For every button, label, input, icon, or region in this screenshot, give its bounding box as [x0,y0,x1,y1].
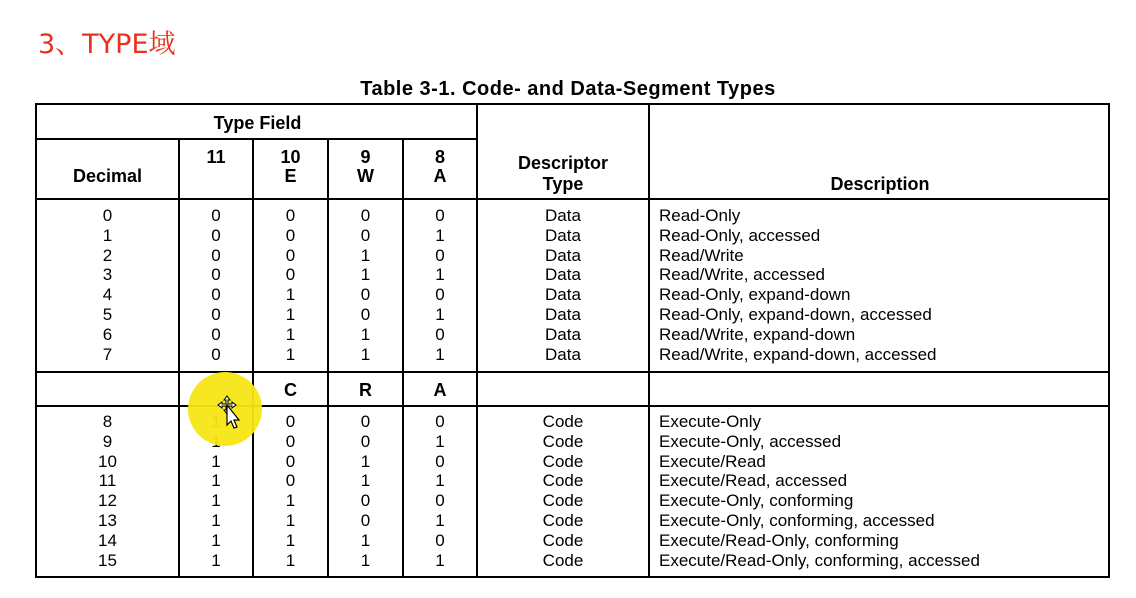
bit8-cell: 1 [435,471,445,491]
bit8-cell: 1 [435,431,445,451]
bit10-cell: 1 [285,324,296,344]
bit10-cell: 0 [285,225,296,245]
bit11-header: 11 [206,147,226,167]
descriptor-type-cell: Code [542,491,584,511]
decimal-cell: 0 [102,206,113,225]
bit9-cell: 1 [360,245,371,265]
bit8-cell: 0 [435,491,445,511]
decimal-cell: 10 [98,451,117,471]
descriptor-type-cell: Data [545,206,581,225]
bit11-cell: 0 [211,305,221,324]
bit9-cell: 0 [360,305,371,324]
decimal-cell: 11 [98,471,117,491]
bit10-cell: 0 [285,245,296,265]
descriptor-type-header-line2: Type [542,174,584,194]
bit8-header: 8 [434,147,445,167]
decimal-cell: 2 [102,245,113,265]
description-cell: Read-Only [659,206,741,225]
description-cell: Read-Only, accessed [659,225,821,245]
bit8-cell: 0 [435,324,445,344]
grid-line [37,138,478,140]
bit11-cell: 1 [211,511,221,530]
bit10-cell: 1 [285,550,296,570]
type-field-header: Type Field [213,113,302,133]
decimal-cell: 7 [102,344,113,364]
descriptor-type-cell: Data [545,245,581,265]
bit9-cell: 0 [360,431,371,451]
decimal-cell: 9 [102,431,113,451]
bit11-cell: 0 [211,225,221,245]
bit9-cell: 1 [360,451,371,471]
description-cell: Read-Only, expand-down [659,285,851,305]
bit9-cell: 0 [360,285,371,305]
descriptor-type-cell: Data [545,225,581,245]
bit11-cell: 0 [211,206,221,225]
bit11-cell: 1 [211,451,221,471]
description-cell: Execute-Only, conforming [659,491,854,511]
bit9-cell: 1 [360,344,371,364]
bit9-cell: 0 [360,225,371,245]
bit8-letter: A [433,166,447,186]
bit8-cell: 0 [435,285,445,305]
decimal-cell: 1 [102,225,113,245]
bit9-cell: 0 [360,511,371,530]
descriptor-type-cell: Code [542,550,584,570]
decimal-cell: 5 [102,305,113,324]
descriptor-type-cell: Code [542,451,584,471]
bit10-cell: 1 [285,305,296,324]
bit8-cell: 1 [435,265,445,285]
bit9-cell: 1 [360,324,371,344]
descriptor-type-cell: Code [542,530,584,550]
bit9-cell: 1 [360,550,371,570]
bit9-cell: 0 [360,491,371,511]
description-cell: Execute-Only, conforming, accessed [659,511,935,530]
descriptor-type-cell: Data [545,305,581,324]
bit9-cell: 1 [360,471,371,491]
description-cell: Execute/Read-Only, conforming, accessed [659,550,980,570]
decimal-cell: 12 [98,491,117,511]
description-header: Description [830,174,930,194]
descriptor-type-cell: Data [545,285,581,305]
description-cell: Execute/Read [659,451,766,471]
descriptor-type-cell: Code [542,511,584,530]
description-cell: Read/Write [659,245,744,265]
bit8-cell: 1 [435,225,445,245]
segment-types-table [35,103,1110,578]
bit8-cell: 0 [435,412,445,431]
description-cell: Read/Write, expand-down [659,324,856,344]
description-cell: Execute-Only [659,412,762,431]
bit11-cell: 1 [211,471,221,491]
bit8-cell: 1 [435,305,445,324]
code-bit8-letter: A [433,380,447,400]
bit11-cell: 0 [211,344,221,364]
table-caption: Table 3-1. Code- and Data-Segment Types [360,78,776,100]
bit11-cell: 1 [211,491,221,511]
bit9-cell: 0 [360,206,371,225]
decimal-cell: 4 [102,285,113,305]
grid-line [37,198,1108,200]
bit10-cell: 1 [285,491,296,511]
bit11-cell: 0 [211,285,221,305]
bit11-cell: 1 [211,550,221,570]
grid-line [37,371,1108,373]
bit8-cell: 1 [435,550,445,570]
description-cell: Execute/Read-Only, conforming [659,530,899,550]
decimal-cell: 13 [98,511,117,530]
bit9-letter: W [357,166,374,186]
bit10-cell: 1 [285,511,296,530]
decimal-header: Decimal [72,166,143,186]
description-cell: Read/Write, accessed [659,265,825,285]
descriptor-type-cell: Code [542,431,584,451]
decimal-cell: 8 [102,412,113,431]
bit8-cell: 0 [435,530,445,550]
code-bit9-letter: R [359,380,372,400]
bit11-cell: 0 [211,245,221,265]
bit8-cell: 0 [435,451,445,471]
bit10-letter: E [284,166,297,186]
bit8-cell: 0 [435,206,445,225]
descriptor-type-cell: Data [545,344,581,364]
bit10-cell: 0 [285,206,296,225]
description-cell: Execute/Read, accessed [659,471,848,491]
descriptor-type-cell: Code [542,412,584,431]
bit10-cell: 0 [285,451,296,471]
description-cell: Execute-Only, accessed [659,431,842,451]
bit10-cell: 1 [285,285,296,305]
decimal-cell: 15 [98,550,117,570]
bit8-cell: 1 [435,344,445,364]
decimal-cell: 3 [102,265,113,285]
bit8-cell: 0 [435,245,445,265]
description-cell: Read-Only, expand-down, accessed [659,305,932,324]
decimal-cell: 6 [102,324,113,344]
bit10-header: 10 [280,147,301,167]
descriptor-type-cell: Code [542,471,584,491]
description-cell: Read/Write, expand-down, accessed [659,344,937,364]
bit9-header: 9 [360,147,371,167]
descriptor-type-header-line1: Descriptor [517,153,609,173]
bit11-cell: 0 [211,265,221,285]
decimal-cell: 14 [98,530,117,550]
bit10-cell: 1 [285,344,296,364]
bit11-cell: 0 [211,324,221,344]
slide-title: 3、TYPE域 [38,29,176,60]
descriptor-type-cell: Data [545,324,581,344]
bit9-cell: 1 [360,265,371,285]
bit8-cell: 1 [435,511,445,530]
bit10-cell: 1 [285,530,296,550]
bit9-cell: 0 [360,412,371,431]
bit10-cell: 0 [285,265,296,285]
bit10-cell: 0 [285,412,296,431]
descriptor-type-cell: Data [545,265,581,285]
bit10-cell: 0 [285,471,296,491]
bit9-cell: 1 [360,530,371,550]
bit10-cell: 0 [285,431,296,451]
move-cursor-icon [216,394,242,435]
bit11-cell: 1 [211,530,221,550]
code-bit10-letter: C [284,380,297,400]
